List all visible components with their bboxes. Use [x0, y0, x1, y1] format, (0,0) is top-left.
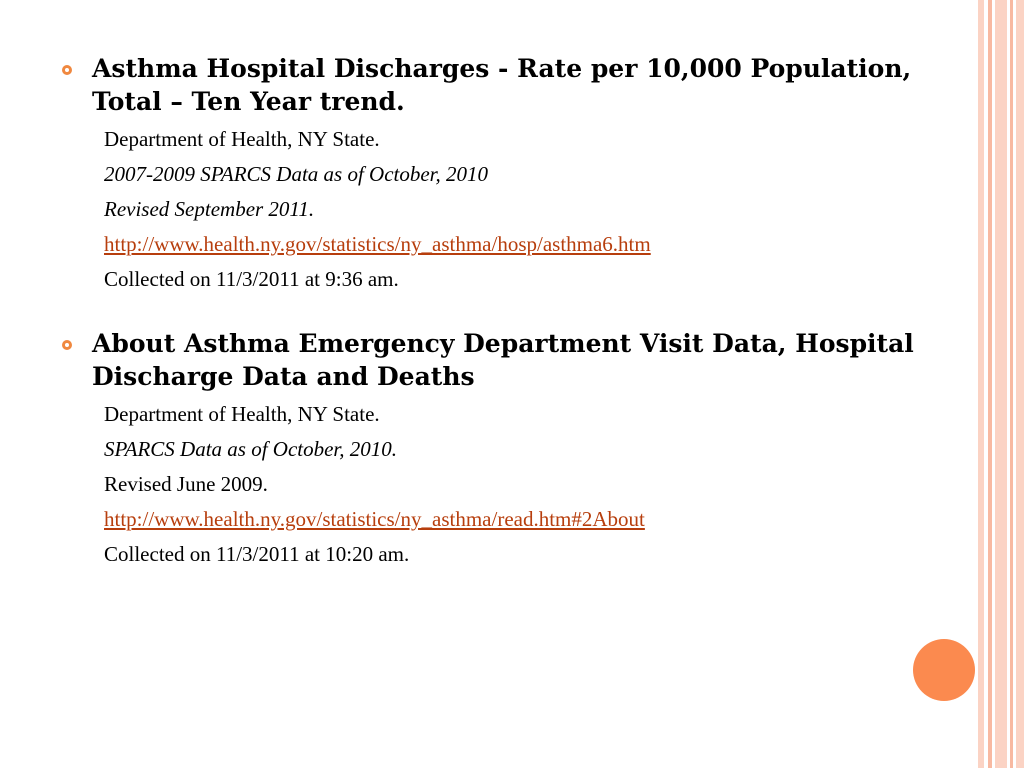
reference-source: Department of Health, NY State.: [104, 402, 380, 426]
reference-collected: Collected on 11/3/2011 at 10:20 am.: [104, 542, 410, 566]
decorative-stripe: [978, 0, 984, 768]
circle-bullet-icon: [62, 65, 72, 75]
reference-collected: Collected on 11/3/2011 at 9:36 am.: [104, 267, 399, 291]
reference-source: Department of Health, NY State.: [104, 127, 380, 151]
reference-revised: Revised September 2011.: [104, 197, 315, 221]
reference-data-note: SPARCS Data as of October, 2010.: [104, 437, 398, 461]
reference-block-about-asthma-data: [62, 327, 967, 572]
reference-details: [104, 122, 967, 297]
reference-url-link[interactable]: http://www.health.ny.gov/statistics/ny_asthma/hosp/asthma6.htm: [104, 232, 651, 256]
decorative-orange-circle: [913, 639, 975, 701]
reference-revised: Revised June 2009.: [104, 472, 268, 496]
reference-data-note: 2007-2009 SPARCS Data as of October, 2010: [104, 162, 489, 186]
decorative-stripe: [1010, 0, 1013, 768]
slide-content: [62, 52, 967, 572]
reference-heading: Asthma Hospital Discharges - Rate per 10,000 Population, Total – Ten Year trend.: [92, 54, 912, 116]
reference-heading: About Asthma Emergency Department Visit Data, Hospital Discharge Data and Deaths: [92, 329, 914, 391]
reference-url-link[interactable]: http://www.health.ny.gov/statistics/ny_asthma/read.htm#2About: [104, 507, 645, 531]
decorative-stripe: [995, 0, 1007, 768]
decorative-stripe: [988, 0, 992, 768]
decorative-stripe: [1016, 0, 1024, 768]
reference-details: [104, 397, 967, 572]
reference-block-hospital-discharges: [62, 52, 967, 297]
circle-bullet-icon: [62, 340, 72, 350]
